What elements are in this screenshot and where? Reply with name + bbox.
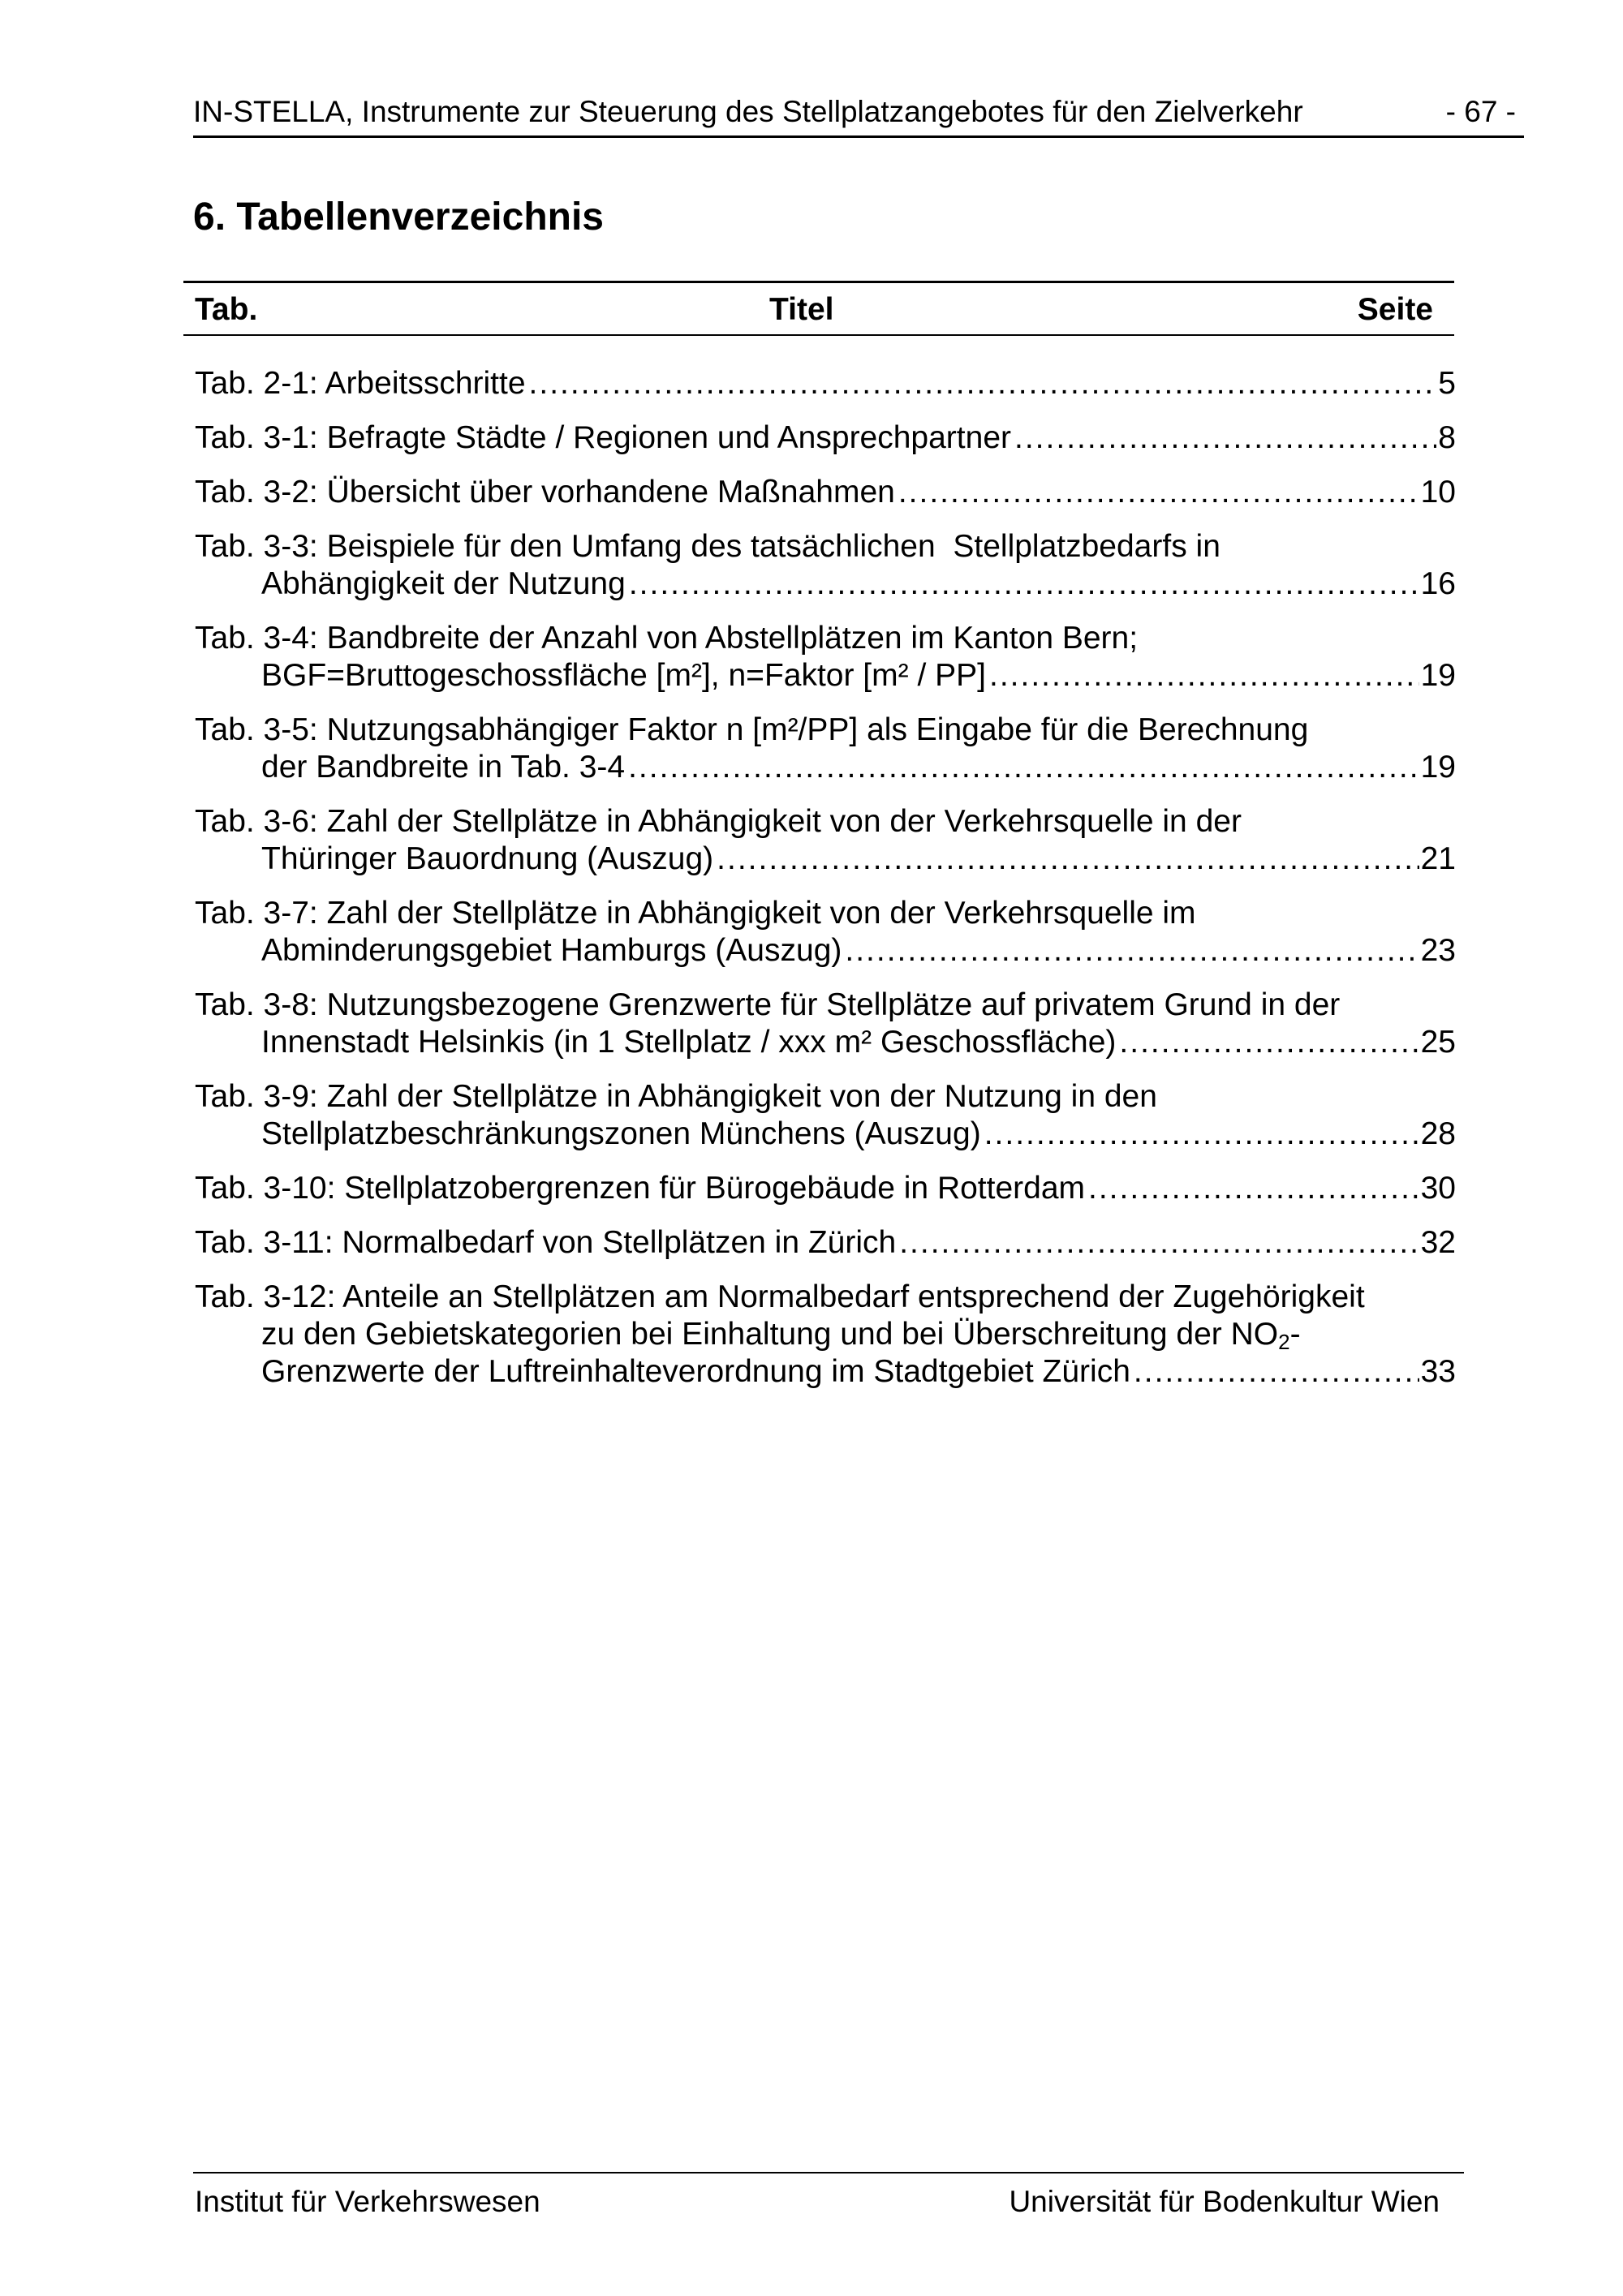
toc-entry-tab-3-4[interactable] [195,620,1456,694]
table-of-tables [195,365,1456,1408]
toc-entry-text: Tab. 3-2: Übersicht über vorhandene Maßnahmen [195,475,895,510]
toc-entry-text-cont: Innenstadt Helsinkis (in 1 Stellplatz / xxx m² Geschossfläche) [261,1025,1117,1060]
toc-entry-tab-3-6[interactable] [195,803,1456,878]
toc-entry-text: Tab. 3-8: Nutzungsbezogene Grenzwerte für Stellplätze auf privatem Grund in der [195,987,1341,1022]
dot-leader [845,932,1419,970]
toc-entry-tab-3-12[interactable] [195,1279,1456,1391]
toc-entry-page: 8 [1438,420,1456,455]
toc-entry-text: Tab. 3-9: Zahl der Stellplätze in Abhängigkeit von der Nutzung in den [195,1079,1157,1114]
dot-leader [1134,1353,1419,1391]
footer-institute: Institut für Verkehrswesen [195,2185,540,2218]
toc-entry-page: 19 [1420,658,1456,693]
dot-leader [899,1224,1419,1262]
toc-entry-text-cont: Grenzwerte der Luftreinhalteverordnung im Stadtgebiet Zürich [261,1354,1130,1389]
toc-entry-text: Tab. 3-11: Normalbedarf von Stellplätzen in Zürich [195,1225,897,1260]
toc-entry-tab-3-8[interactable] [195,987,1456,1061]
text-fragment: - [1289,1317,1301,1352]
toc-entry-tab-3-9[interactable] [195,1078,1456,1153]
header-page-number: - 67 - [1445,95,1516,128]
dot-leader [984,1116,1419,1153]
toc-entry-tab-3-11[interactable] [195,1224,1456,1262]
text-fragment: zu den Gebietskategorien bei Einhaltung und bei Überschreitung der NO [261,1317,1279,1352]
toc-entry-page: 30 [1420,1171,1456,1206]
dot-leader [629,565,1419,603]
toc-entry-page: 19 [1420,750,1456,785]
toc-entry-page: 28 [1420,1116,1456,1151]
toc-entry-text-cont [195,1316,1456,1353]
toc-entry-tab-3-10[interactable] [195,1170,1456,1207]
toc-entry-page: 21 [1420,841,1456,876]
footer-university: Universität für Bodenkultur Wien [1009,2185,1440,2218]
toc-entry-text: Tab. 3-7: Zahl der Stellplätze in Abhängigkeit von der Verkehrsquelle im [195,896,1196,931]
toc-entry-text: Tab. 3-6: Zahl der Stellplätze in Abhängigkeit von der Verkehrsquelle in der [195,804,1242,839]
toc-entry-text: Tab. 3-1: Befragte Städte / Regionen und Ansprechpartner [195,420,1012,455]
toc-entry-tab-3-1[interactable] [195,419,1456,457]
column-page-label: Seite [1357,292,1433,327]
toc-entry-text: Tab. 2-1: Arbeitsschritte [195,366,526,401]
dot-leader [717,841,1419,878]
toc-entry-page: 5 [1438,366,1456,401]
toc-entry-text-cont: BGF=Bruttogeschossfläche [m²], n=Faktor [m² / PP] [261,658,986,693]
column-title-label: Titel [769,292,834,327]
subscript: 2 [1278,1330,1290,1354]
toc-entry-tab-3-7[interactable] [195,895,1456,970]
toc-entry-page: 33 [1420,1354,1456,1389]
toc-entry-text: Tab. 3-10: Stellplatzobergrenzen für Bürogebäude in Rotterdam [195,1171,1086,1206]
dot-leader [1088,1170,1419,1207]
column-tab-label: Tab. [195,292,258,327]
toc-entry-page: 32 [1420,1225,1456,1260]
dot-leader [898,474,1419,511]
toc-entry-text: Tab. 3-3: Beispiele für den Umfang des tatsächlichen Stellplatzbedarfs in [195,529,1220,564]
toc-entry-text: Tab. 3-12: Anteile an Stellplätzen am Normalbedarf entsprechend der Zugehörigkeit [195,1279,1365,1314]
toc-entry-tab-3-2[interactable] [195,474,1456,511]
toc-entry-text-cont: Thüringer Bauordnung (Auszug) [261,841,714,876]
dot-leader [1014,419,1436,457]
dot-leader [989,657,1419,694]
page-header [193,93,1524,138]
dot-leader [628,749,1419,786]
toc-entry-page: 16 [1420,566,1456,601]
toc-entry-text: Tab. 3-4: Bandbreite der Anzahl von Abstellplätzen im Kanton Bern; [195,621,1139,656]
toc-entry-text-cont: Abhängigkeit der Nutzung [261,566,626,601]
toc-entry-text-cont: der Bandbreite in Tab. 3-4 [261,750,626,785]
dot-leader [1119,1024,1419,1061]
dot-leader [529,365,1437,402]
toc-column-header [183,281,1454,336]
toc-entry-text-cont: Abminderungsgebiet Hamburgs (Auszug) [261,933,842,968]
toc-entry-tab-2-1[interactable] [195,365,1456,402]
toc-entry-page: 25 [1420,1025,1456,1060]
header-title: IN-STELLA, Instrumente zur Steuerung des Stellplatzangebotes für den Zielverkehr [193,95,1303,128]
toc-entry-page: 23 [1420,933,1456,968]
toc-entry-page: 10 [1420,475,1456,510]
toc-entry-text: Tab. 3-5: Nutzungsabhängiger Faktor n [m²/PP] als Eingabe für die Berechnung [195,712,1309,747]
toc-entry-text-cont: Stellplatzbeschränkungszonen Münchens (Auszug) [261,1116,981,1151]
chapter-heading: 6. Tabellenverzeichnis [193,196,604,239]
toc-entry-tab-3-5[interactable] [195,712,1456,786]
page-footer [193,2172,1464,2222]
toc-entry-tab-3-3[interactable] [195,528,1456,603]
